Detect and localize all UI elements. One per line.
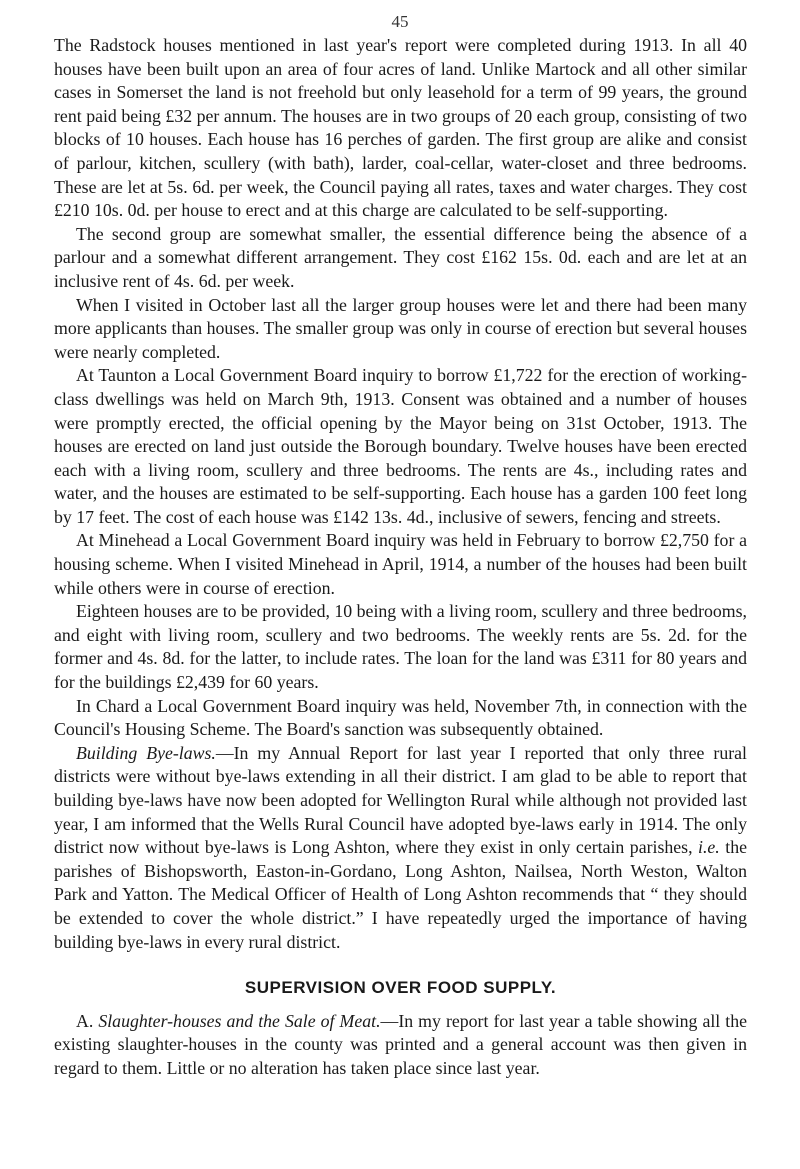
paragraph-taunton: At Taunton a Local Government Board inquiry to borrow £1,722 for the erection of working-class dwellings was held on March 9th, 1913. Consent was obtained and a number of houses were promptly erected, the official opening by the Mayor being on 31st October, 1913. The houses are erected on land just outside the Borough boundary. Twelve houses have been erected each with a living room, scullery and three bedrooms. The rents are 4s., including rates and water, and the houses are estimated to be self-supporting. Each house has a garden 100 feet long by 17 feet. The cost of each house was £142 13s. 4d., inclusive of sewers, fencing and streets.: [54, 365, 747, 527]
paragraph-minehead: At Minehead a Local Government Board inquiry was held in February to borrow £2,750 for a housing scheme. When I visited Minehead in April, 1914, a number of the houses had been built while others were in course of erection.: [54, 530, 747, 598]
body-text: [54, 34, 747, 1081]
paragraph-chard: In Chard a Local Government Board inquiry was held, November 7th, in connection with the Council's Housing Scheme. The Board's sanction was subsequently obtained.: [54, 695, 747, 740]
bye-laws-ie: i.e.: [698, 837, 720, 858]
paragraph-building-bye-laws: [54, 742, 747, 954]
bye-laws-title: Building Bye-laws.: [76, 742, 216, 763]
slaughter-text: —In my report for last year a table showing all the existing slaughter-houses in the county was printed and a general account was then given in regard to them. Little or no alteration has taken place since last year.: [54, 1010, 748, 1078]
bye-laws-text-a: —In my Annual Report for last year I reported that only three rural districts were without bye-laws extending in all their district. I am glad to be able to report that building bye-laws have now been adopted for Wellington Rural while although not provided last year, I am informed that the Wells Rural Council have adopted bye-laws early in 1914. The only district now without bye-laws is Long Ashton, where they exist in only certain parishes,: [54, 742, 747, 858]
paragraph-second-group: The second group are somewhat smaller, the essential difference being the absence of a parlour and a somewhat different arrangement. They cost £162 15s. 0d. each and are let at an inclusive rent of 4s. 6d. per week.: [54, 223, 747, 291]
section-heading: SUPERVISION OVER FOOD SUPPLY.: [244, 978, 557, 998]
paragraph-radstock: The Radstock houses mentioned in last year's report were completed during 1913. In all 40 houses have been built upon an area of four acres of land. Unlike Martock and all other similar cases in Somerset the land is not freehold but only leasehold for a term of 99 years, the ground rent paid being £32 per annum. The houses are in two groups of 20 each group, consisting of two blocks of 10 houses. Each house has 16 perches of garden. The first group are alike and consist of parlour, kitchen, scullery (with bath), larder, coal-cellar, water-closet and three bedrooms. These are let at 5s. 6d. per week, the Council paying all rates, taxes and water charges. They cost £210 10s. 0d. per house to erect and at this charge are calculated to be self-supporting.: [54, 35, 747, 221]
slaughter-title: Slaughter-houses and the Sale of Meat.: [98, 1010, 381, 1031]
paragraph-october-visit: When I visited in October last all the larger group houses were let and there had been many more applicants than houses. The smaller group was only in course of erection but several houses were nearly completed.: [54, 294, 747, 362]
slaughter-prefix: A.: [76, 1010, 99, 1031]
bye-laws-text-b: the parishes of Bishopsworth, Easton-in-Gordano, Long Ashton, Nailsea, North Weston, Walton Park and Yatton. The Medical Officer of Health of Long Ashton recommends that “ they should be extended to cover the whole district.” I have repeatedly urged the importance of having building bye-laws in every rural district.: [54, 837, 747, 952]
paragraph-slaughter-houses: [54, 1010, 747, 1081]
paragraph-eighteen-houses: Eighteen houses are to be provided, 10 being with a living room, scullery and three bedrooms, and eight with living room, scullery and two bedrooms. The weekly rents are 5s. 2d. for the former and 4s. 8d. for the latter, to include rates. The loan for the land was £311 for 80 years and for the buildings £2,439 for 60 years.: [54, 601, 747, 693]
page-number: 45: [391, 12, 409, 31]
